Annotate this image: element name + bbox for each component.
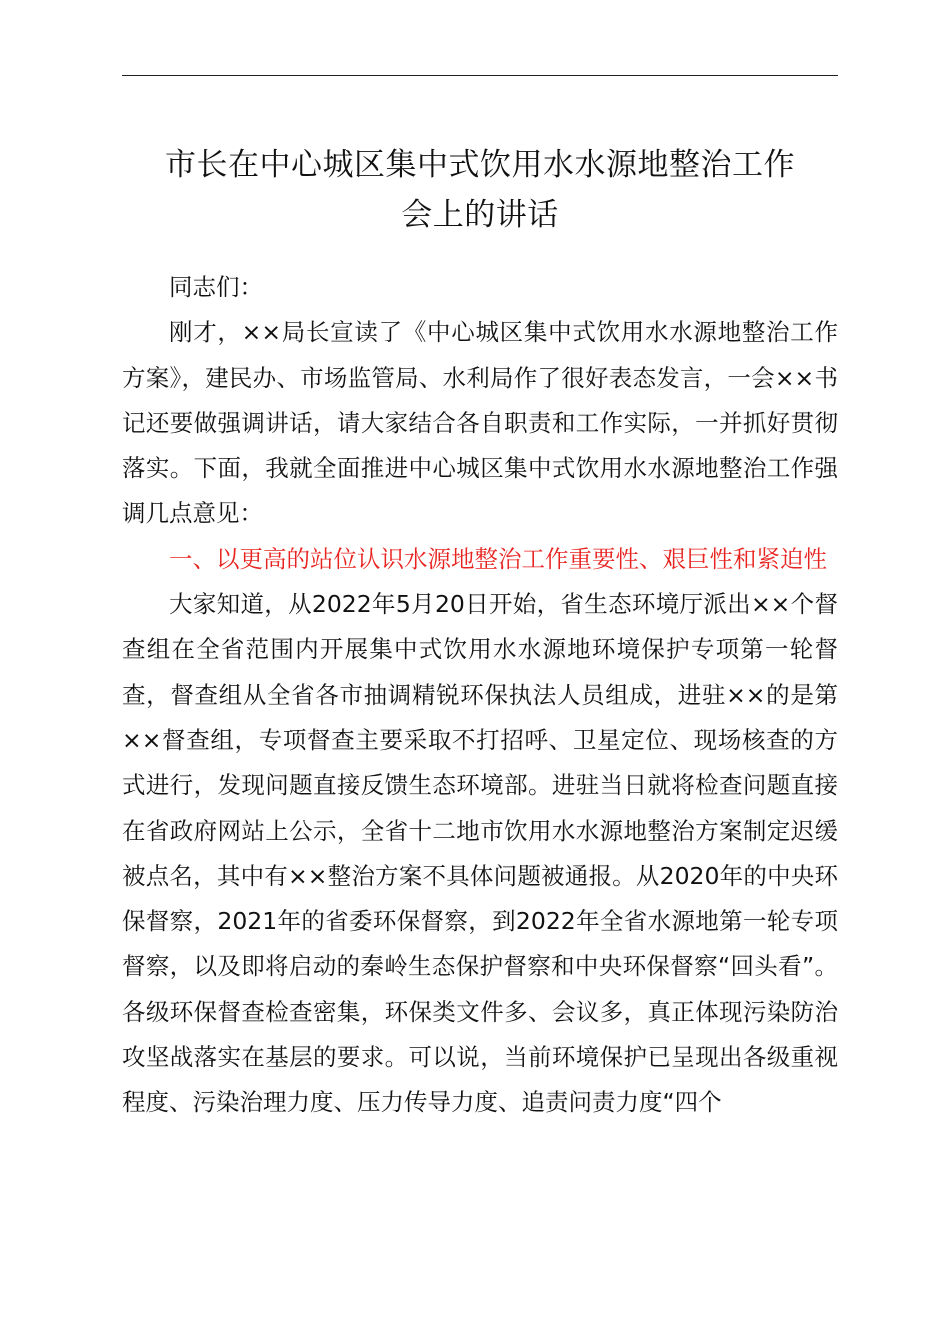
salutation: 同志们： <box>169 273 263 301</box>
title-line-1: 市长在中心城区集中式饮用水水源地整治工作 <box>165 147 795 183</box>
title-line-2: 会上的讲话 <box>401 197 559 233</box>
paragraph-intro: 刚才，××局长宣读了《中心城区集中式饮用水水源地整治工作方案》，建民办、市场监管局、水利局作了很好表态发言，一会××书记还要做强调讲话，请大家结合各自职责和工作实际，一并抓好贯彻落实。下面，我就全面推进中心城区集中式饮用水水源地整治工作强调几点意见： <box>122 318 838 528</box>
section-heading-1: 一、以更高的站位认识水源地整治工作重要性、艰巨性和紧迫性 <box>169 544 827 573</box>
document-body <box>122 265 838 1126</box>
document-title <box>110 140 850 240</box>
paragraph-background: 大家知道，从2022年5月20日开始，省生态环境厅派出××个督查组在全省范围内开展集中式饮用水水源地环境保护专项第一轮督查，督查组从全省各市抽调精锐环保执法人员组成，进驻××的是第××督查组，专项督查主要采取不打招呼、卫星定位、现场核查的方式进行，发现问题直接反馈生态环境部。进驻当日就将检查问题直接在省政府网站上公示，全省十二地市饮用水水源地整治方案制定迟缓被点名，其中有××整治方案不具体问题被通报。从2020年的中央环保督察，2021年的省委环保督察，到2022年全省水源地第一轮专项督察，以及即将启动的秦岭生态保护督察和中央环保督察“回头看”。各级环保督查检查密集，环保类文件多、会议多，真正体现污染防治攻坚战落实在基层的要求。可以说，当前环境保护已呈现出各级重视程度、污染治理力度、压力传导力度、追责问责力度“四个 <box>122 590 838 1117</box>
header-rule <box>122 75 838 76</box>
